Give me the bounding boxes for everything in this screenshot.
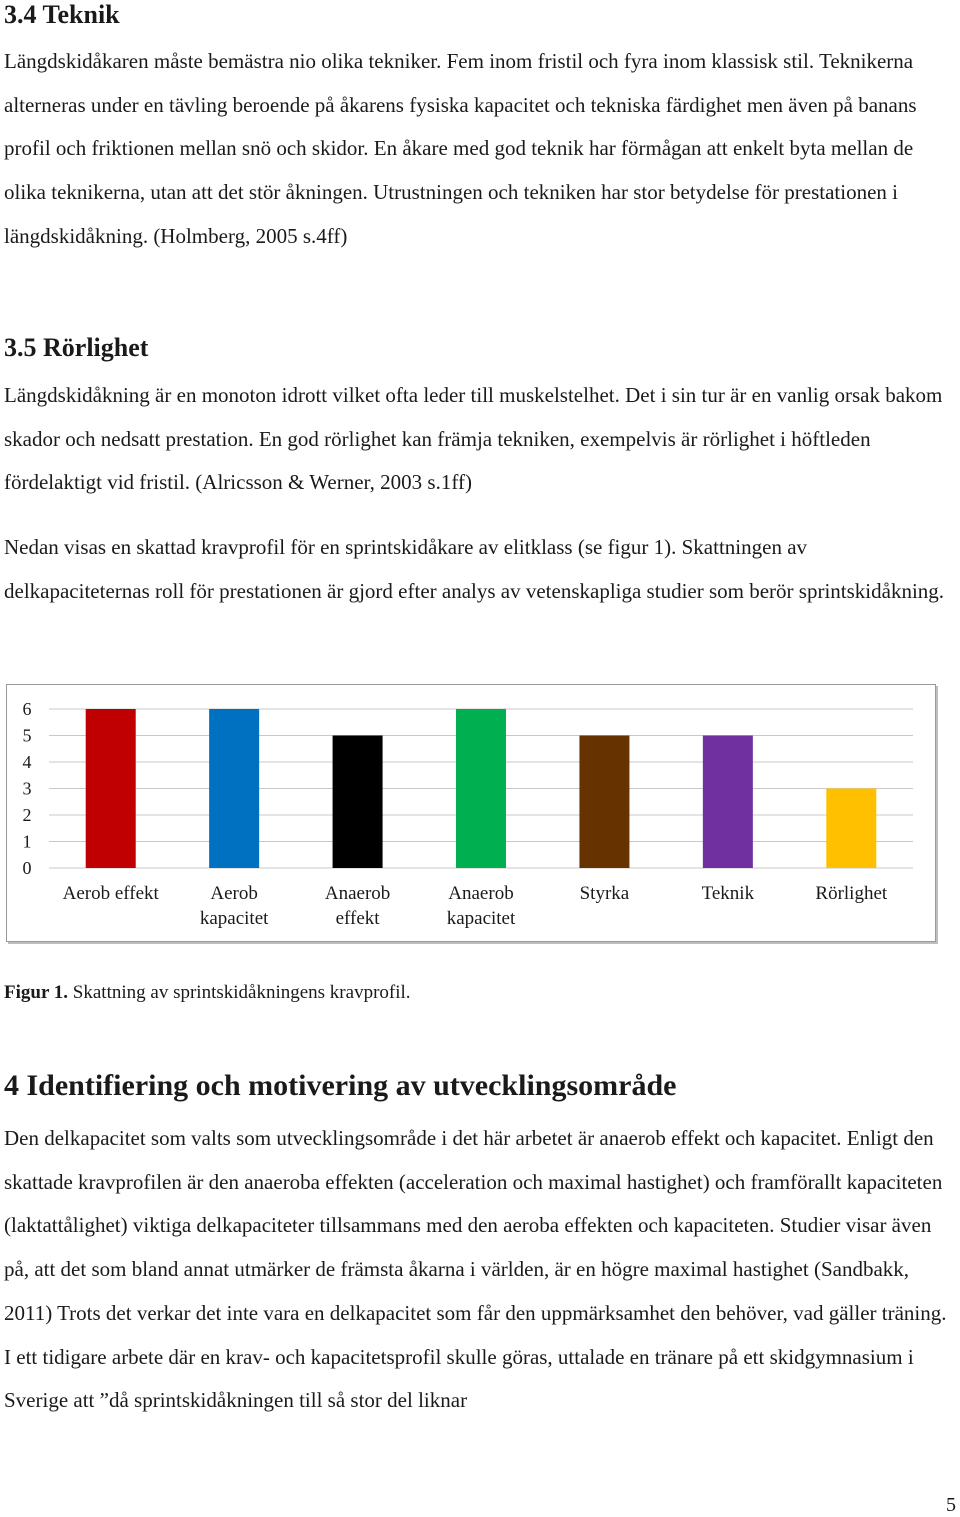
y-tick-label: 6 (22, 699, 32, 719)
bar (86, 709, 136, 868)
section-heading-teknik: 3.4 Teknik (4, 0, 120, 29)
paragraph-rorlighet: Längdskidåkning är en monoton idrott vilket ofta leder till muskelstelhet. Det i sin tur är en vanlig orsak bakom skador och nedsatt prestation. En god rörlighet kan främja tekniken, exempelvis är rörlighet i höftleden fördelaktigt vid fristil. (Alricsson & Werner, 2003 s.1ff) (4, 383, 943, 495)
x-tick-label: effekt (335, 908, 380, 929)
paragraph-kravprofil-intro: Nedan visas en skattad kravprofil för en sprintskidåkare av elitklass (se figur 1). Skattningen av delkapaciteternas roll för prestationen är gjord efter analys av vetenskapliga studier som berör sprintskidåkning. (4, 535, 945, 603)
bar (826, 789, 876, 869)
y-tick-label: 4 (22, 752, 32, 772)
x-tick-label: Aerob (210, 883, 258, 904)
chart-svg (7, 685, 935, 941)
paragraph-utvecklingsomrade: Den delkapacitet som valts som utvecklingsområde i det här arbetet är anaerob effekt och kapacitet. Enligt den skattade kravprofilen är den anaeroba effekten (acceleration och maximal hastighet) och framförallt kapaciteten (laktattålighet) viktiga delkapaciteter tillsammans med den aeroba effekten och kapaciteten. Studier visar även på, att det som bland annat utmärker de främsta åkarna i världen, är en högre maximal hastighet (Sandbakk, 2011) Trots det verkar det inte vara en delkapacitet som får den uppmärksamhet den behöver, vad gäller träning. I ett tidigare arbete där en krav- och kapacitetsprofil skulle göras, uttalade en tränare på ett skidgymnasium i Sverige att ”då sprintskidåkningen till så stor del liknar (4, 1126, 947, 1413)
x-tick-label: Anaerob (324, 883, 391, 904)
figure-caption (4, 981, 411, 1005)
section-heading-rorlighet: 3.5 Rörlighet (4, 333, 149, 362)
bar (703, 736, 753, 869)
section-heading-utvecklingsomrade: 4 Identifiering och motivering av utvecklingsområde (4, 1069, 677, 1102)
x-tick-label: Styrka (579, 883, 630, 904)
bar (456, 709, 506, 868)
paragraph-teknik: Längdskidåkaren måste bemästra nio olika tekniker. Fem inom fristil och fyra inom klassisk stil. Teknikerna alterneras under en tävling beroende på åkarens fysiska kapacitet och tekniska färdighet men även på banans profil och friktionen mellan snö och skidor. En åkare med god teknik har förmågan att enkelt byta mellan de olika teknikerna, utan att det stör åkningen. Utrustningen och tekniken har stor betydelse för prestationen i längdskidåkning. (Holmberg, 2005 s.4ff) (4, 49, 917, 248)
x-tick-label: kapacitet (199, 908, 269, 929)
x-tick-label: Teknik (701, 883, 755, 904)
x-tick-label: Rörlighet (815, 883, 888, 904)
page-number: 5 (946, 1494, 956, 1516)
bar (209, 709, 259, 868)
y-tick-label: 2 (22, 805, 32, 825)
figure-caption-text: Skattning av sprintskidåkningens kravprofil. (72, 982, 411, 1003)
y-tick-label: 0 (22, 858, 32, 878)
y-tick-label: 1 (22, 831, 32, 852)
x-tick-label: kapacitet (446, 908, 516, 929)
x-tick-label: Aerob effekt (62, 883, 159, 904)
chart-kravprofil (6, 684, 936, 942)
figure-caption-label: Figur 1. (4, 982, 69, 1003)
y-tick-label: 5 (22, 725, 32, 746)
x-tick-label: Anaerob (448, 883, 514, 904)
bar (579, 736, 629, 869)
y-tick-label: 3 (22, 778, 32, 799)
bar (333, 736, 383, 869)
